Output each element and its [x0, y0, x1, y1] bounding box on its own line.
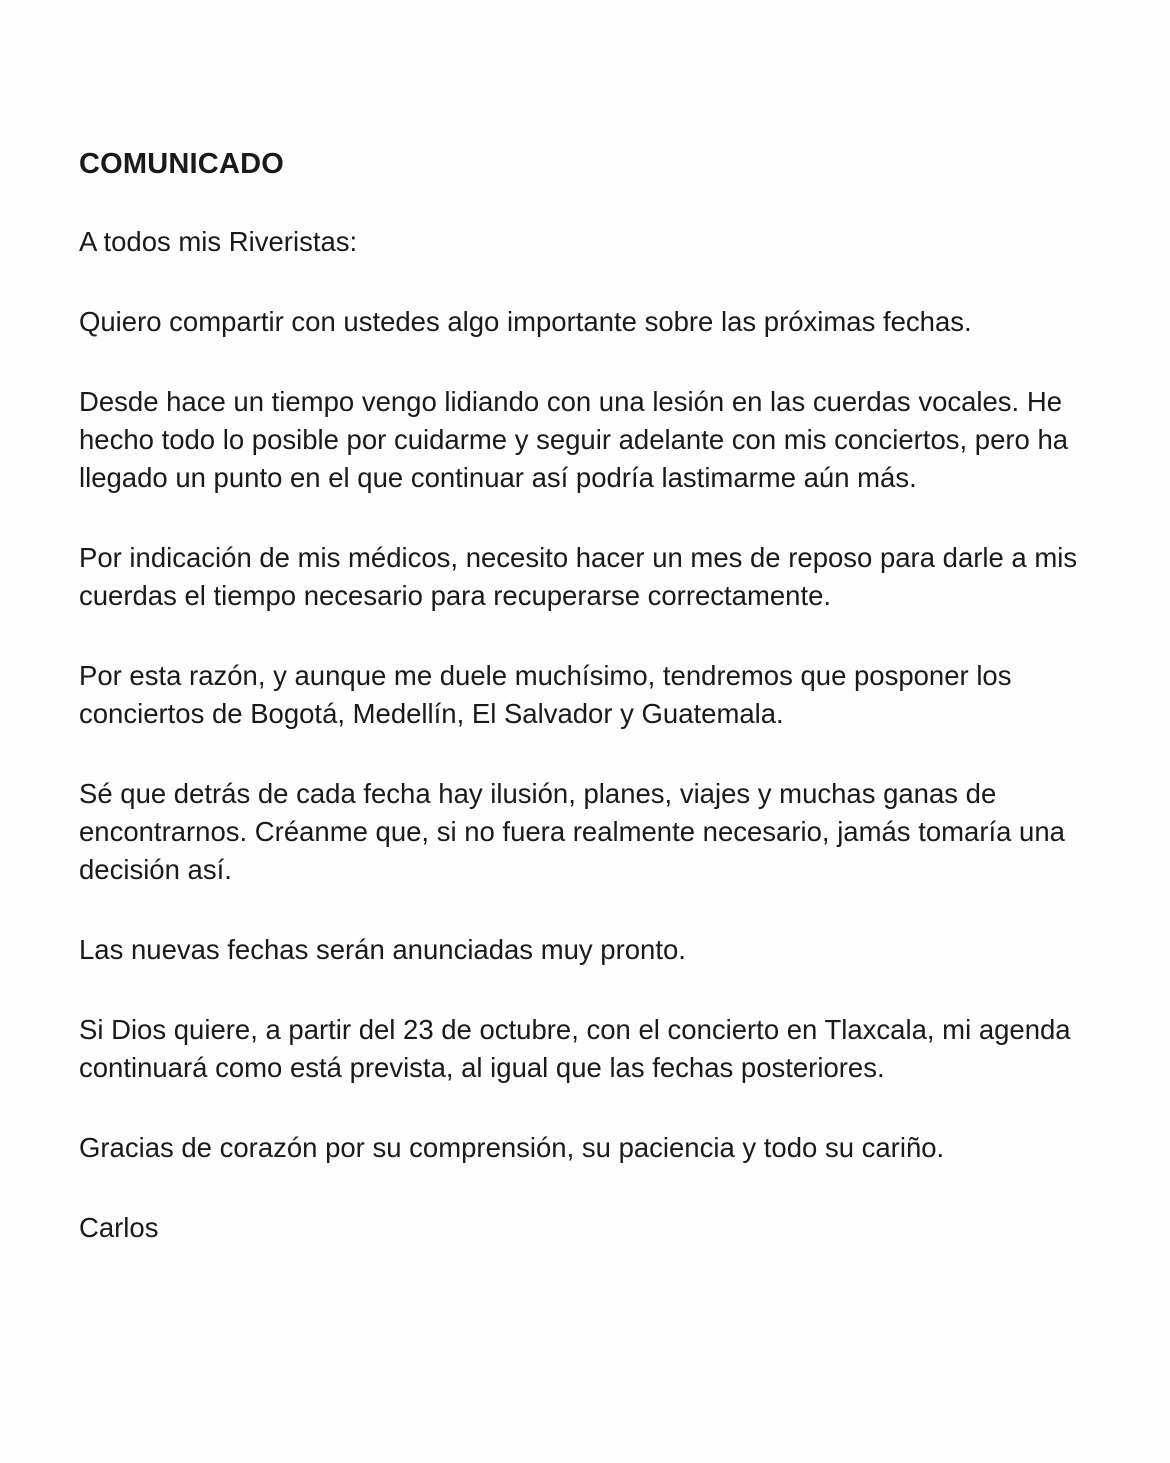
- paragraph-new-dates: Las nuevas fechas serán anunciadas muy pronto.: [79, 934, 686, 965]
- greeting: A todos mis Riveristas:: [79, 226, 358, 257]
- document-title: COMUNICADO: [79, 148, 284, 180]
- paragraph-apology: Sé que detrás de cada fecha hay ilusión, planes, viajes y muchas ganas de encontrarnos. Créanme que, si no fuera realmente necesario, jamás tomaría una decisión así.: [79, 778, 1065, 885]
- paragraph-injury: Desde hace un tiempo vengo lidiando con una lesión en las cuerdas vocales. He hecho todo lo posible por cuidarme y seguir adelante con mis conciertos, pero ha llegado un punto en el que continuar así podría lastimarme aún más.: [79, 386, 1069, 493]
- paragraph-resume: Si Dios quiere, a partir del 23 de octubre, con el concierto en Tlaxcala, mi agenda continuará como está prevista, al igual que las fechas posteriores.: [79, 1014, 1071, 1083]
- paragraph-intro: Quiero compartir con ustedes algo importante sobre las próximas fechas.: [79, 306, 972, 337]
- document-body: [79, 143, 1109, 1247]
- paragraph-postponed: Por esta razón, y aunque me duele muchísimo, tendremos que posponer los conciertos de Bogotá, Medellín, El Salvador y Guatemala.: [79, 660, 1012, 729]
- paragraph-thanks: Gracias de corazón por su comprensión, su paciencia y todo su cariño.: [79, 1132, 945, 1163]
- paragraph-rest: Por indicación de mis médicos, necesito hacer un mes de reposo para darle a mis cuerdas el tiempo necesario para recuperarse correctamente.: [79, 542, 1078, 611]
- signature: Carlos: [79, 1212, 159, 1243]
